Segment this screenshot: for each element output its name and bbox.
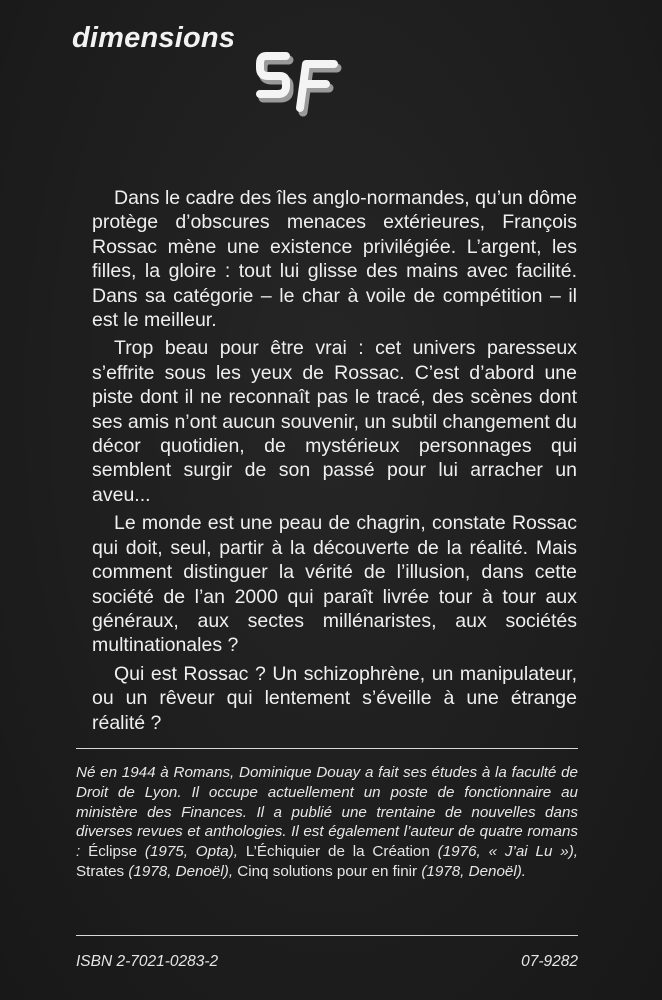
blurb-paragraph-2: Trop beau pour être vrai : cet univers paresseux s’effrite sous les yeux de Rossac. C’est d’abord une piste dont il ne reconnaît pas le tracé, des scènes dont ses amis n’ont aucun souvenir, un subtil changement du décor quotidien, de mystérieux personnages qui semblent surgir de son passé pour lui arracher un aveu... xyxy=(92,337,577,506)
bio-part-5: (1978, Denoël). xyxy=(417,862,527,880)
blurb-paragraph-3: Le monde est une peau de chagrin, constate Rossac qui doit, seul, partir à la découverte de la réalité. Mais comment distinguer la vérité de l’illusion, dans cette société de l’an 2000 qui paraît livrée tour à tour aux généraux, aux sectes millénaristes, aux sociétés multinationales ? xyxy=(92,512,577,657)
bio-part-3: (1976, « J’ai Lu »), xyxy=(429,843,578,861)
sf-logo xyxy=(256,34,342,120)
divider-top xyxy=(76,748,578,749)
bio-book-title-4: Cinq solutions pour en finir xyxy=(237,862,418,880)
author-bio xyxy=(76,763,578,882)
bio-part-2: (1975, Opta), xyxy=(137,843,246,861)
blurb xyxy=(92,186,577,739)
bio-part-1: Né en 1944 à Romans, Dominique Douay a fait ses études à la faculté de Droit de Lyon. Il occupe actuellement un poste de fonctionnaire au ministère des Finances. Il a publié une trentaine de nouvelles dans diverses revues et anthologies. Il est également l’auteur de quatre romans : xyxy=(76,764,578,861)
catalog-code: 07-9282 xyxy=(521,953,578,970)
divider-bottom xyxy=(76,935,578,936)
blurb-paragraph-1: Dans le cadre des îles anglo-normandes, qu’un dôme protège d’obscures menaces extérieures, François Rossac mène une existence privilégiée. L’argent, les filles, la gloire : tout lui glisse des mains avec facilité. Dans sa catégorie – le char à voile de compétition – il est le meilleur. xyxy=(92,187,577,332)
bio-part-4: (1978, Denoël), xyxy=(124,862,238,880)
bio-book-title-1: Éclipse xyxy=(88,843,138,861)
author-bio-text xyxy=(76,763,578,882)
series-name: dimensions xyxy=(72,22,236,54)
bio-book-title-3: Strates xyxy=(76,862,125,880)
isbn: ISBN 2-7021-0283-2 xyxy=(76,953,219,970)
bio-book-title-2: L’Échiquier de la Création xyxy=(245,843,430,861)
blurb-paragraph-4: Qui est Rossac ? Un schizophrène, un manipulateur, ou un rêveur qui lentement s’éveille à une étrange réalité ? xyxy=(92,662,577,734)
